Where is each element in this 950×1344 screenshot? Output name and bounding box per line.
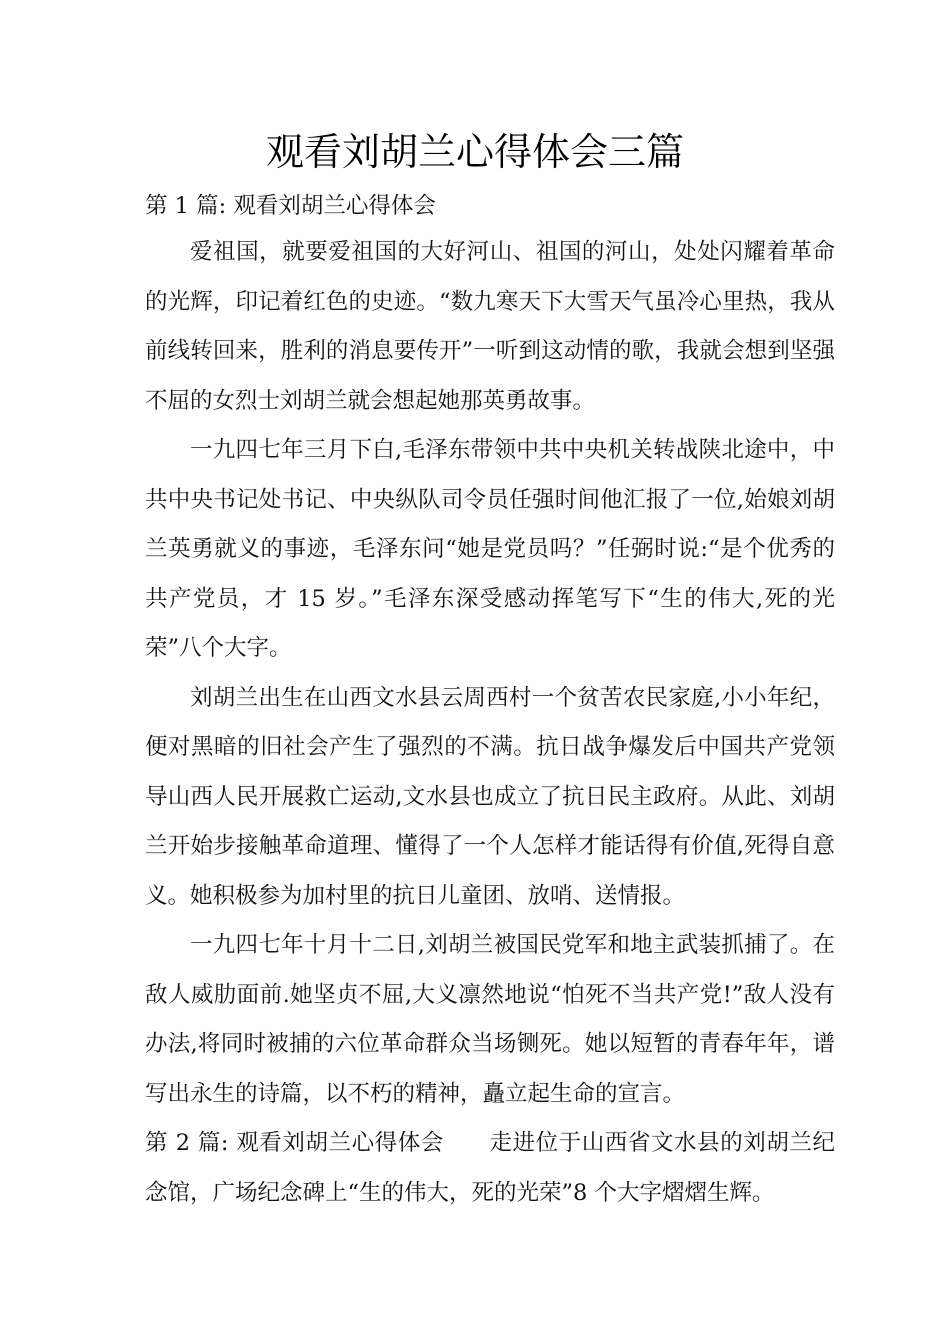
document-body xyxy=(145,186,835,226)
paragraph-2: 一九四七年三月下白,毛泽东带领中共中央机关转战陕北途中，中共中央书记处书记、中央纵队司令员任强时间他汇报了一位,始娘刘胡兰英勇就义的事迹，毛泽东问“她是党员吗？”任弼时说:“是个优秀的共产党员，才 15 岁。”毛泽东深受感动挥笔写下“生的伟大,死的光荣”八个大字。 xyxy=(145,437,835,661)
section-2-text: 走进位于山西省文水县的刘胡兰纪念馆，广场纪念碑上“生的伟大，死的光荣”8 个大字熠熠生辉。 xyxy=(145,1130,835,1206)
paragraph-3: 刘胡兰出生在山西文水县云周西村一个贫苦农民家庭,小小年纪，便对黑暗的旧社会产生了强烈的不满。抗日战争爆发后中国共产党领导山西人民开展救亡运动,文水县也成立了抗日民主政府。从此、刘胡兰开始步接触革命道理、懂得了一个人怎样才能话得有价值,死得自意义。她积极参为加村里的抗日儿童团、放哨、送情报。 xyxy=(145,684,835,909)
section-1-content xyxy=(145,228,835,1218)
paragraph-4: 一九四七年十月十二日,刘胡兰被国民党军和地主武装抓捕了。在敌人威肋面前.她坚贞不屈,大义凛然地说“怕死不当共产党!”敌人没有办法,将同时被捕的六位革命群众当场铡死。她以短暂的青春年年，谱写出永生的诗篇，以不朽的精神，矗立起生命的宣言。 xyxy=(145,932,835,1107)
document-title: 观看刘胡兰心得体会三篇 xyxy=(265,130,684,174)
section-2-heading: 第 2 篇: 观看刘胡兰心得体会 xyxy=(145,1130,444,1156)
section-2-paragraph xyxy=(145,1119,835,1218)
paragraph-1: 爱祖国，就要爱祖国的大好河山、祖国的河山，处处闪耀着革命的光辉，印记着红色的史迹。“数九寒天下大雪天气虽冷心里热，我从前线转回来，胜利的消息要传开”一听到这动情的歌，我就会想到坚强不屈的女烈士刘胡兰就会想起她那英勇故事。 xyxy=(145,239,835,414)
section-1-heading: 第 1 篇: 观看刘胡兰心得体会 xyxy=(145,193,436,219)
